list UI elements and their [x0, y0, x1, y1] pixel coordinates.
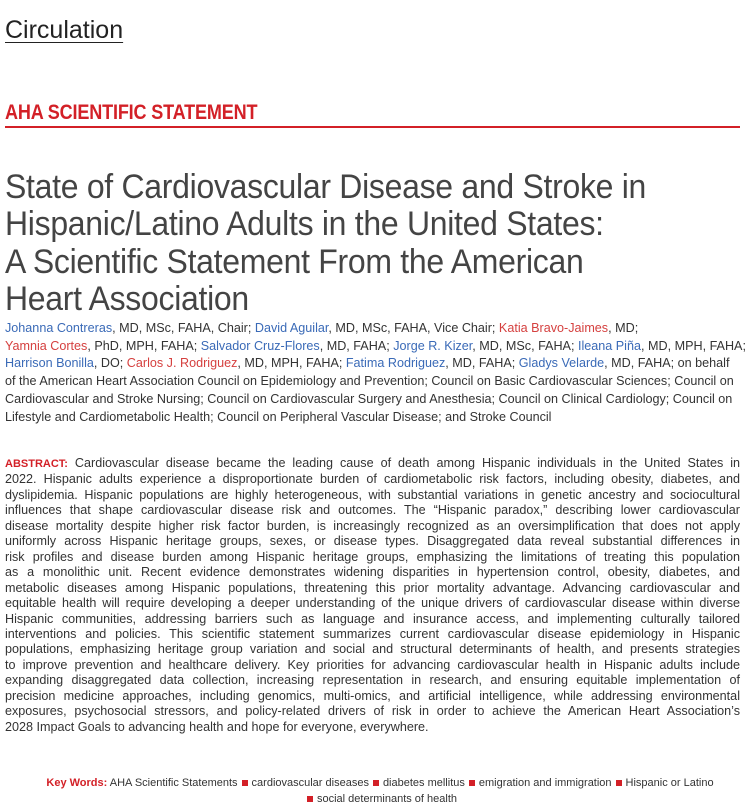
- abstract-line: influences that shape cardiovascular disease risk and outcomes. The “Hispanic paradox,” describing lower cardiovascular: [5, 503, 740, 518]
- author-link[interactable]: Ileana Piña: [577, 338, 641, 353]
- author-link[interactable]: Gladys Velarde: [518, 356, 605, 371]
- author-credentials: , MD, MSc, FAHA, Vice Chair;: [328, 321, 499, 335]
- abstract-line: precision medicine approaches, including genomics, multi-omics, and artificial intelligence, while addressing environmental: [5, 688, 740, 703]
- author-link[interactable]: Carlos J. Rodriguez: [126, 356, 238, 371]
- abstract-line: populations, emphasizing heritage group variation and social and structural determinants of health, and presents strategies: [5, 642, 740, 657]
- abstract-line: disease mortality despite higher risk factor burden, is increasingly recognized as an oversimplification that does not apply: [5, 518, 740, 533]
- author-list: [5, 320, 745, 426]
- abstract-line: 2022. Hispanic adults experience a disproportionate burden of cardiometabolic risk factors, including obesity, diabetes, and: [5, 472, 740, 487]
- keyword-separator-icon: [242, 780, 248, 786]
- abstract-line: 2028 Impact Goals to advancing health and hope for everyone, everywhere.: [5, 719, 429, 734]
- keyword-link[interactable]: cardiovascular diseases: [251, 777, 369, 789]
- abstract: [5, 456, 740, 735]
- author-link[interactable]: David Aguilar: [254, 321, 329, 335]
- keyword-link[interactable]: emigration and immigration: [478, 777, 612, 789]
- abstract-line: interventions and policies. This scientific statement summarizes current cardiovascular disease epidemiology in Hispanic: [5, 626, 740, 641]
- author-link[interactable]: Yamnia Cortes: [5, 338, 88, 353]
- keywords: [30, 775, 730, 807]
- author-link[interactable]: Johanna Contreras: [5, 321, 113, 335]
- author-credentials: , MD, FAHA;: [319, 338, 394, 353]
- author-credentials: , MD, MSc, FAHA;: [472, 338, 578, 353]
- abstract-line: exposures, psychosocial stressors, and policy-related drivers of risk in order to achieve the American Heart Association’s: [5, 704, 740, 719]
- keyword-separator-icon: [616, 780, 622, 786]
- keyword-separator-icon: [469, 780, 475, 786]
- abstract-line: [5, 456, 740, 472]
- author-line: [5, 355, 745, 373]
- abstract-line: Hispanic communities, addressing barriers such as language and insurance access, and implementing culturally tailored: [5, 611, 740, 626]
- author-link[interactable]: Salvador Cruz-Flores: [200, 338, 320, 353]
- title-line: Heart Association: [5, 280, 249, 319]
- author-credentials: , DO;: [93, 356, 127, 371]
- author-line: [5, 320, 745, 338]
- abstract-line: risk profiles and disease burden among Hispanic heritage groups, emphasizing the limitations of treating this population: [5, 549, 740, 564]
- councils-line: Lifestyle and Cardiometabolic Health; Council on Peripheral Vascular Disease; and Stroke Council: [5, 409, 552, 424]
- title-line: Hispanic/Latino Adults in the United States:: [5, 205, 604, 244]
- councils-line: Cardiovascular and Stroke Nursing; Council on Cardiovascular Surgery and Anesthesia; Council on Clinical Cardiology; Council on: [5, 391, 733, 406]
- author-link[interactable]: Fatima Rodriguez: [345, 356, 446, 371]
- author-link[interactable]: Jorge R. Kizer: [393, 338, 473, 353]
- keywords-line: [30, 775, 730, 791]
- keywords-label: Key Words:: [46, 777, 108, 789]
- abstract-line: uniformly across Hispanic heritage groups, sexes, or disease types. Disaggregated data reveal substantial differences in: [5, 534, 740, 549]
- abstract-line: dyslipidemia. Hispanic populations are highly heterogeneous, with substantial variations in genetic ancestry and sociocultural: [5, 487, 740, 502]
- title-line: State of Cardiovascular Disease and Stroke in: [5, 167, 647, 206]
- keyword-separator-icon: [373, 780, 379, 786]
- author-credentials: , MD, MPH, FAHA;: [237, 356, 346, 371]
- keyword-separator-icon: [307, 796, 313, 802]
- keyword-link[interactable]: Hispanic or Latino: [625, 777, 714, 789]
- councils-line: of the American Heart Association Council on Epidemiology and Prevention; Council on Basic Cardiovascular Sciences; Council on: [5, 374, 734, 389]
- author-credentials: , MD, MSc, FAHA, Chair;: [112, 321, 255, 335]
- abstract-line: to improve prevention and healthcare delivery. Key priorities for advancing cardiovascular health in Hispanic adults include: [5, 657, 740, 672]
- author-link[interactable]: Harrison Bonilla: [5, 356, 94, 371]
- abstract-line: expanding disaggregated data collection, increasing representation in research, and ensuring equitable implementation of: [5, 673, 740, 688]
- author-credentials: , PhD, MPH, FAHA;: [87, 338, 201, 353]
- abstract-first-line: Cardiovascular disease became the leading cause of death among Hispanic individuals in the United States in: [67, 456, 740, 470]
- author-line: [5, 338, 745, 356]
- author-credentials: , MD, FAHA;: [445, 356, 519, 371]
- abstract-line: metabolic diseases among Hispanic populations, threatening this prior mortality advantage. Advancing cardiovascular and: [5, 580, 740, 595]
- section-label-rule: [5, 102, 740, 128]
- section-label: AHA SCIENTIFIC STATEMENT: [5, 101, 258, 124]
- title-line: A Scientific Statement From the American: [5, 242, 584, 281]
- keyword-link[interactable]: diabetes mellitus: [382, 777, 465, 789]
- author-credentials: , MD, MPH, FAHA;: [641, 338, 746, 353]
- journal-name[interactable]: Circulation: [5, 16, 124, 44]
- keyword-link[interactable]: AHA Scientific Statements: [109, 777, 238, 789]
- keywords-line: [30, 791, 730, 807]
- author-credentials: , MD;: [608, 321, 639, 335]
- author-link[interactable]: Katia Bravo-Jaimes: [498, 321, 609, 335]
- article-title: [5, 169, 745, 319]
- keyword-link[interactable]: social determinants of health: [316, 793, 458, 805]
- abstract-label: ABSTRACT:: [5, 458, 68, 470]
- author-credentials: , MD, FAHA; on behalf: [604, 356, 730, 371]
- abstract-line: as a monolithic unit. Recent evidence demonstrates widening disparities in hypertension control, obesity, diabetes, and: [5, 565, 740, 580]
- abstract-line: equitable health will require developing a deeper understanding of the unique drivers of cardiovascular disease within diverse: [5, 596, 740, 611]
